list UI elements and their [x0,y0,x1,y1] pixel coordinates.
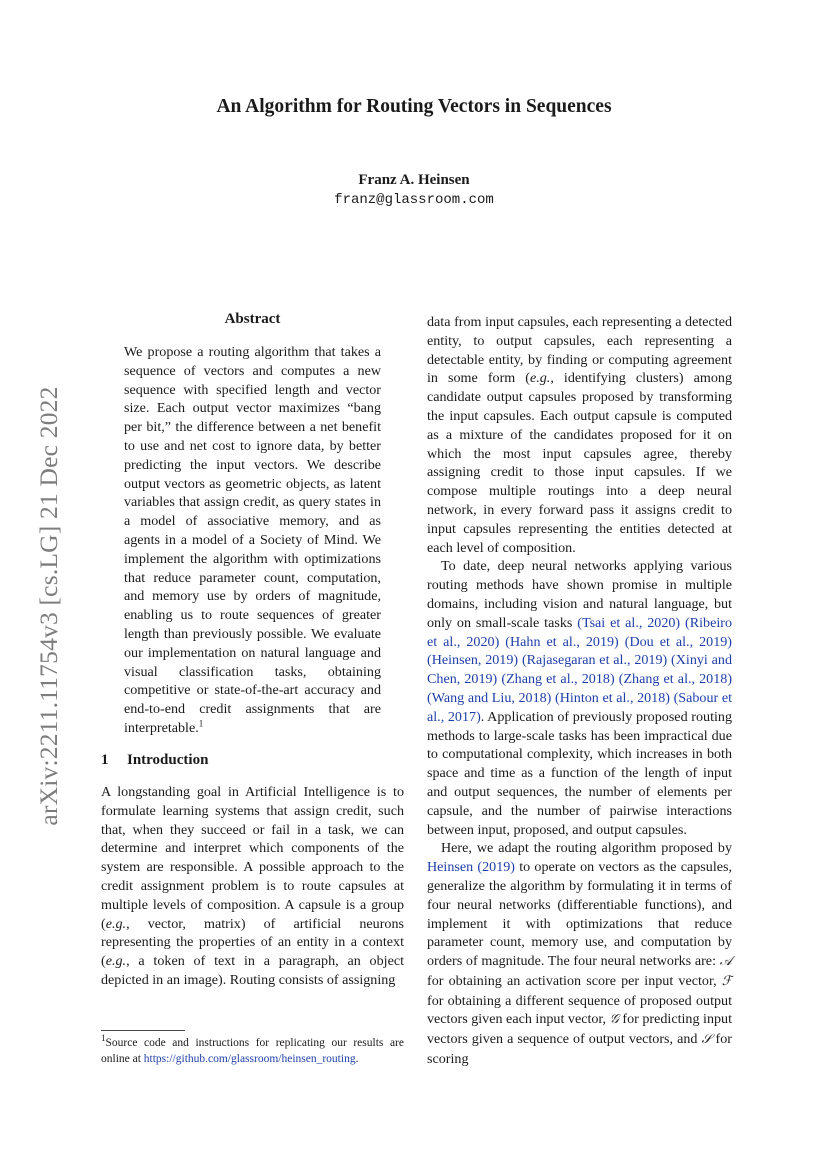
abstract-body [124,343,381,738]
footnote-link[interactable]: https://github.com/glassroom/heinsen_routing [143,1052,356,1065]
text-run: for obtaining an activation score per input vector, [427,972,722,989]
text-run: for obtaining a different sequence of proposed output vectors given each input vector, [427,992,732,1028]
citation-link[interactable]: (Wang and Liu, 2018) [427,689,552,706]
author-name: Franz A. Heinsen [358,172,470,188]
citation-link[interactable]: (Sabour et al., 2017) [427,689,732,725]
text-run: . Application of previously proposed routing methods to large-scale tasks has been impractical due to computational complexity, which increases in both space and time as a function of the length of input and output sequences, the number of elements per capsule, and the number of pairwise interactions between input, proposed, and output capsules. [427,708,732,838]
footnote-end: . [355,1052,359,1065]
paper-title: An Algorithm for Routing Vectors in Sequences [216,96,612,117]
text-run: , a token of text in a paragraph, an object depicted in an image). Routing consists of assigning [101,953,404,988]
citation-link[interactable]: (Dou et al., 2019) [624,633,732,650]
text-run: A longstanding goal in Artificial Intelligence is to formulate learning systems that assign credit, such that, when they succeed or fail in a task, we can determine and interpret which components of the system are responsible. A possible approach to the credit assignment problem is to route capsules at multiple levels of composition. A capsule is a group ( [101,784,404,932]
section-number: 1 [101,752,109,768]
text-run: data from input capsules, each representing a detected entity, to output capsules, each representing a detectable entity, by finding or computing agreement in some form ( [427,314,732,387]
citation-link[interactable]: (Zhang et al., 2018) [618,671,733,688]
abstract-heading: Abstract [224,311,281,327]
text-run: , identifying clusters) among candidate output capsules proposed by transforming the input capsules. Each output capsule is computed as a mixture of the candidates proposed for it on which the most input capsules agree, thereby assigning credit to those input capsules. If we compose multiple routings into a deep neural network, in every forward pass it assigns credit to input capsules representing the entities detected at each level of composition. [427,370,732,556]
text-run: for predicting input vectors given a sequence of output vectors, and [427,1011,732,1048]
footnote-mark: 1 [101,1033,106,1044]
section-heading [101,752,208,769]
intro-paragraph-2 [427,557,732,839]
citation-link[interactable]: (Hinton et al., 2018) [555,689,670,706]
text-run: To date, deep neural networks applying various routing methods have shown promise in multiple domains, including vision and natural language, but only on small-scale tasks [427,558,732,631]
text-run-italic: e.g. [105,953,127,970]
text-run: for scoring [427,1031,732,1068]
footnote-ref[interactable]: 1 [198,718,204,729]
math-symbol: ℱ [721,973,732,989]
citation-link[interactable]: (Xinyi and Chen, 2019) [427,652,733,688]
intro-paragraph-1-cont [427,313,732,557]
abstract-text: We propose a routing algorithm that takes a sequence of vectors and computes a new sequence with specified length and vector size. Each output vector maximizes “bang per bit,” the difference between a net benefit to use and net cost to ignore data, by better predicting the input vectors. We describe output vectors as geometric objects, as latent variables that assign credit, as query states in a model of associative memory, and as agents in a model of a Society of Mind. We implement the algorithm with optimizations that reduce parameter count, computation, and memory use by orders of magnitude, enabling us to route sequences of greater length than previously possible. We evaluate our implementation on natural language and visual classification tasks, obtaining competitive or state-of-the-art accuracy and end-to-end credit assignments that are interpretable. [124,344,381,736]
citation-link[interactable]: Heinsen (2019) [427,859,515,876]
citation-link[interactable]: (Zhang et al., 2018) [501,671,615,688]
section-title: Introduction [127,752,209,768]
footnote-rule [101,1030,185,1031]
author-email: franz@glassroom.com [334,192,494,208]
citation-link[interactable]: (Hahn et al., 2019) [505,633,619,650]
citation-link[interactable]: (Heinsen, 2019) [427,652,519,669]
right-column [427,313,732,1069]
math-symbol: 𝒮 [701,1032,712,1048]
arxiv-stamp [34,364,64,849]
text-run-italic: e.g. [529,370,551,387]
math-symbol: 𝒜 [719,954,732,970]
text-run: to operate on vectors as the capsules, generalize the algorithm by formulating it in terms of four neural networks (differentiable functions), and implement it with optimizations that reduce parameter count, memory use, and computation by orders of magnitude. The four neural networks are: [427,859,732,970]
text-run: , vector, matrix) of artificial neurons representing the properties of an entity in a context ( [101,915,404,970]
intro-paragraph-1-start [101,783,404,990]
math-symbol: 𝒢 [609,1012,619,1028]
intro-paragraph-3 [427,839,732,1069]
citation-link[interactable]: (Rajasegaran et al., 2019) [521,652,668,669]
text-run: Here, we adapt the routing algorithm proposed by [441,840,732,857]
citation-link[interactable]: (Tsai et al., 2020) [577,614,681,631]
footnote [101,1033,404,1067]
footnote-text: Source code and instructions for replicating our results are online at [101,1037,404,1065]
text-run-italic: e.g. [105,915,127,932]
citation-link[interactable]: (Ribeiro et al., 2020) [427,614,732,650]
arxiv-stamp-text: arXiv:2211.11754v3 [cs.LG] 21 Dec 2022 [34,386,63,826]
